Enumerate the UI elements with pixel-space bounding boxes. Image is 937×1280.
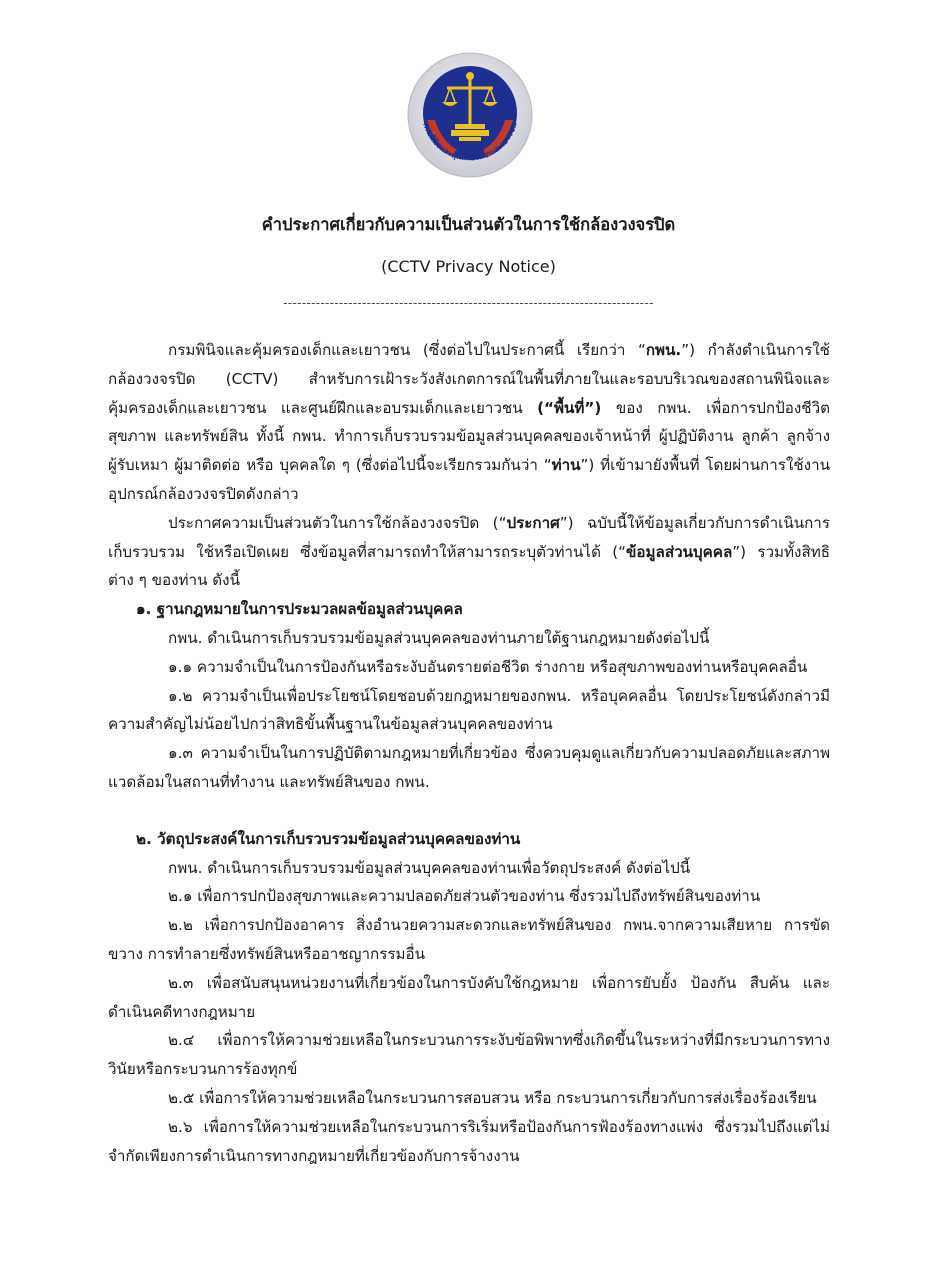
section-1-item: ๑.๑ ความจำเป็นในการป้องกันหรือระงับอันตรายต่อชีวิต ร่างกาย หรือสุขภาพของท่านหรือบุคคลอื่น [168, 657, 808, 676]
intro-paragraph-2 [108, 509, 830, 595]
section-2-item: ๒.๓ เพื่อสนับสนุนหน่วยงานที่เกี่ยวข้องในการบังคับใช้กฎหมาย เพื่อการยับยั้ง ป้องกัน สืบค้น และดำเนินคดีทางกฎหมาย [108, 973, 830, 1021]
section-1-heading: ๑. ฐานกฎหมายในการประมวลผลข้อมูลส่วนบุคคล [136, 600, 463, 619]
section-1-item: ๑.๒ ความจำเป็นเพื่อประโยชน์โดยชอบด้วยกฎหมายของกพน. หรือบุคคลอื่น โดยประโยชน์ดังกล่าวมีความสำคัญไม่น้อยไปกว่าสิทธิขั้นพื้นฐานในข้อมูลส่วนบุคคลของท่าน [108, 686, 830, 734]
intro-text-segment: ประกาศความเป็นส่วนตัวในการใช้กล้องวงจรปิด (“ [168, 513, 507, 532]
intro-text-segment: ”) กำลังดำเนินการใช้กล้องวงจรปิด (CCTV) สำหรับการเฝ้าระวังสังเกตการณ์ในพื้นที่ภายในและรอบบริเวณของสถานพินิจและคุ้มครองเด็กและเยาวชน และศูนย์ฝึกและอบรมเด็กและเยาวชน [108, 341, 830, 417]
intro-text-segment: กรมพินิจและคุ้มครองเด็กและเยาวชน (ซึ่งต่อไปในประกาศนี้ เรียกว่า “ [168, 341, 646, 359]
notice-subtitle: (CCTV Privacy Notice) [381, 257, 556, 276]
section-2-lead: กพน. ดำเนินการเก็บรวบรวมข้อมูลส่วนบุคคลของท่านเพื่อวัตถุประสงค์ ดังต่อไปนี้ [168, 858, 691, 877]
term-you: ท่าน [551, 456, 581, 475]
term-personal-data: ข้อมูลส่วนบุคคล [626, 542, 733, 561]
term-dept-abbrev: กพน. [645, 341, 682, 359]
section-1-item: ๑.๓ ความจำเป็นในการปฏิบัติตามกฎหมายที่เกี่ยวข้อง ซึ่งควบคุมดูแลเกี่ยวกับความปลอดภัยและสภาพแวดล้อมในสถานที่ทำงาน และทรัพย์สินของ กพน. [108, 744, 830, 791]
notice-body [108, 336, 830, 1170]
intro-text-segment: ”) ที่เข้ามายังพื้นที่ โดยผ่านการใช้งานอุปกรณ์กล้องวงจรปิดดังกล่าว [108, 456, 830, 503]
header-divider: -------------------------------------------------------------------------------- [283, 296, 654, 310]
section-1-lead: กพน. ดำเนินการเก็บรวบรวมข้อมูลส่วนบุคคลของท่านภายใต้ฐานกฎหมายดังต่อไปนี้ [168, 628, 710, 647]
term-area: (“พื้นที่”) [537, 398, 602, 417]
seal-emblem-icon [405, 50, 535, 180]
section-2-item: ๒.๕ เพื่อการให้ความช่วยเหลือในกระบวนการสอบสวน หรือ กระบวนการเกี่ยวกับการส่งเรื่องร้องเรียน [168, 1088, 817, 1107]
section-2-heading: ๒. วัตถุประสงค์ในการเก็บรวบรวมข้อมูลส่วนบุคคลของท่าน [136, 829, 521, 848]
seal-ring-text: กรมพินิจและคุ้มครองเด็กและเยาวชน [421, 121, 519, 163]
intro-paragraph-1 [108, 336, 830, 509]
intro-text-segment: ของ กพน. เพื่อการปกป้องชีวิต สุขภาพ และทรัพย์สิน ทั้งนี้ กพน. ทำการเก็บรวบรวมข้อมูลส่วนบุคคลของเจ้าหน้าที่ ผู้ปฏิบัติงาน ลูกค้า ลูกจ้าง ผู้รับเหมา ผู้มาติดต่อ หรือ บุคคลใด ๆ (ซึ่งต่อไปนี้จะเรียกรวมกันว่า “ [108, 398, 830, 475]
section-2-item: ๒.๒ เพื่อการปกป้องอาคาร สิ่งอำนวยความสะดวกและทรัพย์สินของ กพน.จากความเสียหาย การขัดขวาง การทำลายซึ่งทรัพย์สินหรืออาชญากรรมอื่น [108, 916, 830, 963]
intro-text-segment: ”) รวมทั้งสิทธิต่าง ๆ ของท่าน ดังนี้ [108, 542, 831, 590]
notice-title: คำประกาศเกี่ยวกับความเป็นส่วนตัวในการใช้กล้องวงจรปิด [261, 215, 676, 234]
section-2-item: ๒.๖ เพื่อการให้ความช่วยเหลือในกระบวนการริเริ่มหรือป้องกันการฟ้องร้องทางแพ่ง ซึ่งรวมไปถึงแต่ไม่จำกัดเพียงการดำเนินการทางกฎหมายที่เกี่ยวข้องกับการจ้างงาน [108, 1117, 830, 1165]
department-seal-logo [405, 50, 535, 180]
intro-text-segment: ”) ฉบับนี้ให้ข้อมูลเกี่ยวกับการดำเนินการเก็บรวบรวม ใช้หรือเปิดเผย ซึ่งข้อมูลที่สามารถทำให้สามารถระบุตัวท่านได้ (“ [108, 513, 830, 561]
section-2-item: ๒.๔ เพื่อการให้ความช่วยเหลือในกระบวนการระงับข้อพิพาทซึ่งเกิดขึ้นในระหว่างที่มีกระบวนการทางวินัยหรือกระบวนการร้องทุกข์ [108, 1031, 830, 1079]
section-2-item: ๒.๑ เพื่อการปกป้องสุขภาพและความปลอดภัยส่วนตัวของท่าน ซึ่งรวมไปถึงทรัพย์สินของท่าน [168, 887, 761, 906]
term-notice: ประกาศ [506, 513, 560, 532]
